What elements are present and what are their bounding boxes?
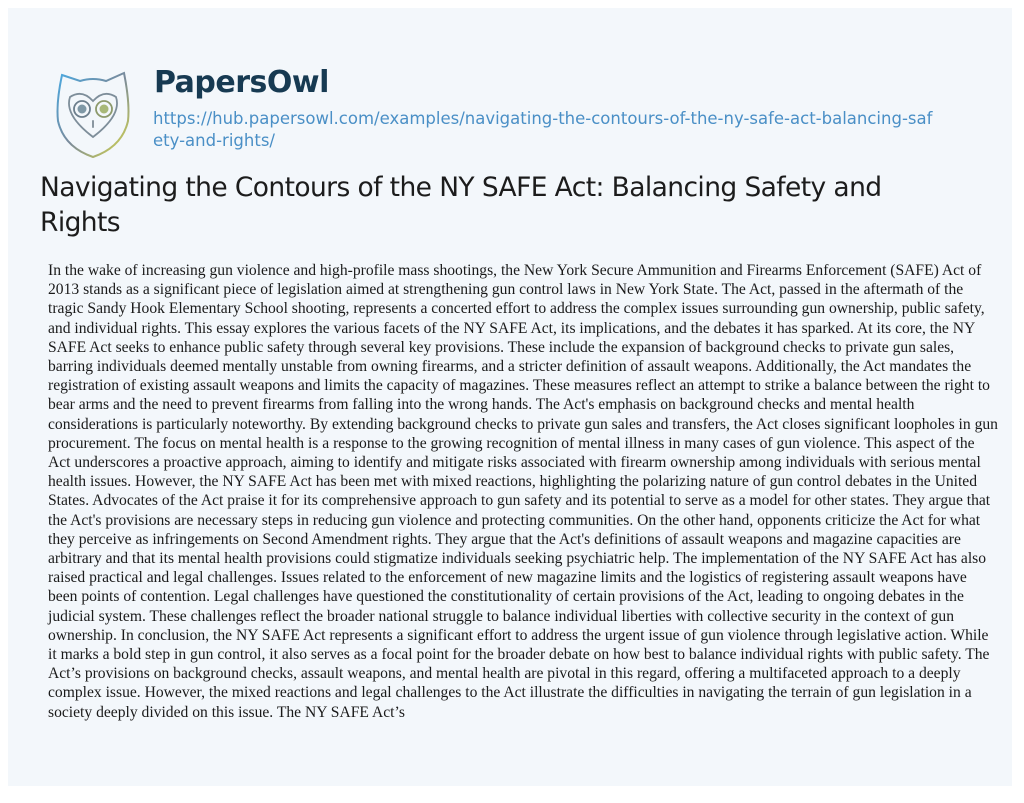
- document-body: In the wake of increasing gun violence and high-profile mass shootings, the New York Secure Ammunition and Firearms Enforcement (SAFE) Act of 2013 stands as a significant piece of legislation aimed at strengthening gun control laws in New York State. The Act, passed in the aftermath of the tragic Sandy Hook Elementary School shooting, represents a concerted effort to address the complex issues surrounding gun ownership, public safety, and individual rights. This essay explores the various facets of the NY SAFE Act, its implications, and the debates it has sparked. At its core, the NY SAFE Act seeks to enhance public safety through several key provisions. These include the expansion of background checks to private gun sales, barring individuals deemed mentally unstable from owning firearms, and a stricter definition of assault weapons. Additionally, the Act mandates the registration of existing assault weapons and limits the capacity of magazines. These measures reflect an attempt to strike a balance between the right to bear arms and the need to prevent firearms from falling into the wrong hands. The Act's emphasis on background checks and mental health considerations is particularly noteworthy. By extending background checks to private gun sales and transfers, the Act closes significant loopholes in gun procurement. The focus on mental health is a response to the growing recognition of mental illness in many cases of gun violence. This aspect of the Act underscores a proactive approach, aiming to identify and mitigate risks associated with firearm ownership among individuals with serious mental health issues. However, the NY SAFE Act has been met with mixed reactions, highlighting the polarizing nature of gun control debates in the United States. Advocates of the Act praise it for its comprehensive approach to gun safety and its potential to serve as a model for other states. They argue that the Act's provisions are necessary steps in reducing gun violence and protecting communities. On the other hand, opponents criticize the Act for what they perceive as infringements on Second Amendment rights. They argue that the Act's definitions of assault weapons and magazine capacities are arbitrary and that its mental health provisions could stigmatize individuals seeking psychiatric help. The implementation of the NY SAFE Act has also raised practical and legal challenges. Issues related to the enforcement of new magazine limits and the logistics of registering assault weapons have been points of contention. Legal challenges have questioned the constitutionality of certain provisions of the Act, leading to ongoing debates in the judicial system. These challenges reflect the broader national struggle to balance individual liberties with collective security in the context of gun ownership. In conclusion, the NY SAFE Act represents a significant effort to address the urgent issue of gun violence through legislative action. While it marks a bold step in gun control, it also serves as a focal point for the broader debate on how best to balance individual rights with public safety. The Act’s provisions on background checks, assault weapons, and mental health are pivotal in this regard, offering a multifaceted approach to a deeply complex issue. However, the mixed reactions and legal challenges to the Act illustrate the difficulties in navigating the terrain of gun legislation in a society deeply divided on this issue. The NY SAFE Act’s: [48, 262, 998, 721]
- site-header: [8, 8, 1012, 158]
- source-url-link[interactable]: https://hub.papersowl.com/examples/navigating-the-contours-of-the-ny-safe-act-balancing-safety-and-rights/: [153, 109, 933, 150]
- document-title: Navigating the Contours of the NY SAFE Act: Balancing Safety and Rights: [40, 172, 882, 238]
- brand-name: PapersOwl: [154, 65, 329, 100]
- page-panel: [8, 8, 1012, 786]
- owl-logo-icon: [50, 63, 136, 163]
